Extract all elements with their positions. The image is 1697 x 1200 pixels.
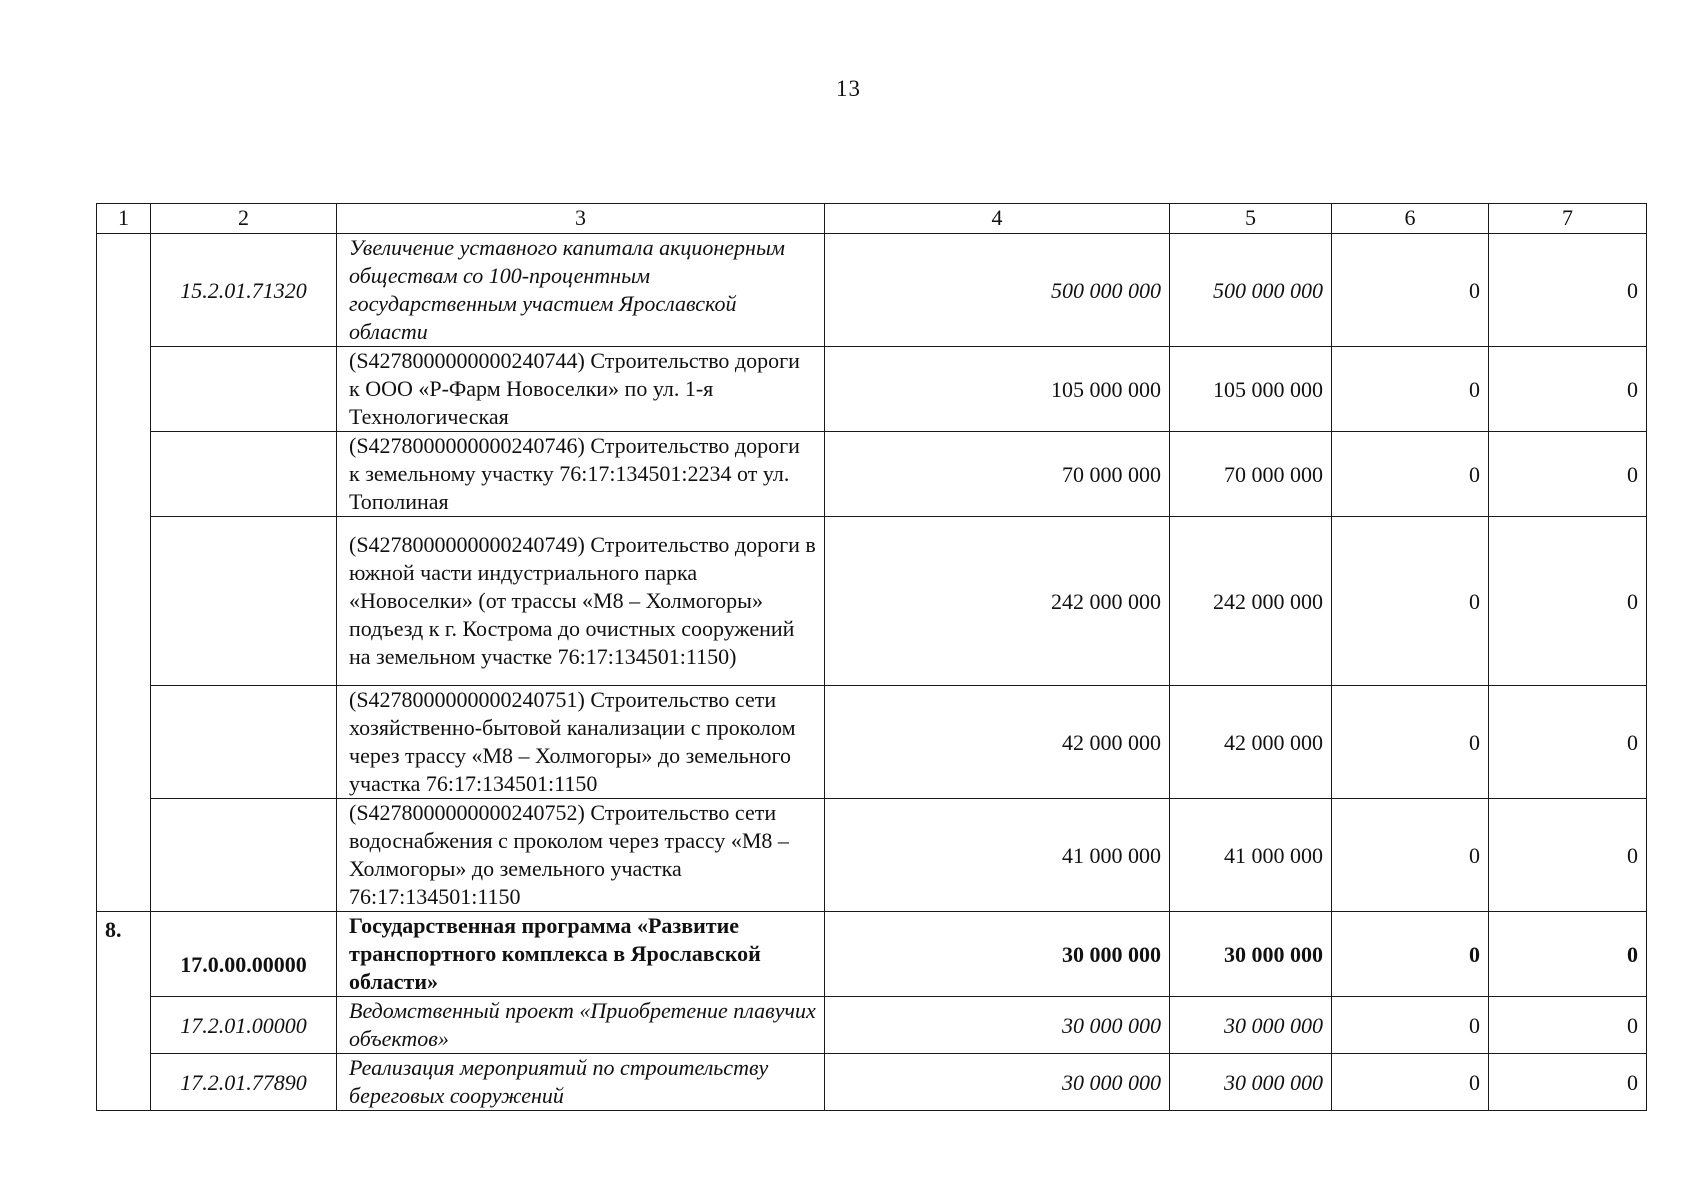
table-row <box>97 912 1647 997</box>
value-cell-5: 500 000 000 <box>1170 234 1332 347</box>
table-row <box>97 347 1647 432</box>
code-cell <box>151 686 337 799</box>
row-number-cell <box>97 234 151 912</box>
value-cell-4: 70 000 000 <box>825 432 1170 517</box>
value-cell-4: 30 000 000 <box>825 1054 1170 1111</box>
code-cell: 17.2.01.00000 <box>151 997 337 1054</box>
value-cell-7: 0 <box>1489 432 1647 517</box>
column-header: 6 <box>1332 204 1489 234</box>
value-cell-4: 105 000 000 <box>825 347 1170 432</box>
value-cell-6: 0 <box>1332 912 1489 997</box>
code-cell <box>151 347 337 432</box>
row-number-cell: 8. <box>97 912 151 1111</box>
column-header: 7 <box>1489 204 1647 234</box>
code-cell: 17.2.01.77890 <box>151 1054 337 1111</box>
code-cell <box>151 799 337 912</box>
value-cell-4: 42 000 000 <box>825 686 1170 799</box>
value-cell-5: 30 000 000 <box>1170 1054 1332 1111</box>
code-cell <box>151 517 337 686</box>
value-cell-7: 0 <box>1489 799 1647 912</box>
value-cell-7: 0 <box>1489 997 1647 1054</box>
value-cell-4: 30 000 000 <box>825 997 1170 1054</box>
name-cell: (S4278000000000240744) Строительство дороги к ООО «Р-Фарм Новоселки» по ул. 1-я Технологическая <box>337 347 825 432</box>
budget-table <box>96 203 1647 1111</box>
column-header: 3 <box>337 204 825 234</box>
value-cell-4: 242 000 000 <box>825 517 1170 686</box>
table-row <box>97 432 1647 517</box>
value-cell-5: 105 000 000 <box>1170 347 1332 432</box>
column-header: 2 <box>151 204 337 234</box>
table-row <box>97 686 1647 799</box>
name-cell: Реализация мероприятий по строительству береговых сооружений <box>337 1054 825 1111</box>
value-cell-6: 0 <box>1332 997 1489 1054</box>
value-cell-5: 30 000 000 <box>1170 997 1332 1054</box>
code-cell: 15.2.01.71320 <box>151 234 337 347</box>
value-cell-6: 0 <box>1332 686 1489 799</box>
name-cell: (S4278000000000240752) Строительство сети водоснабжения с проколом через трассу «М8 – Холмогоры» до земельного участка 76:17:134501:1150 <box>337 799 825 912</box>
value-cell-4: 41 000 000 <box>825 799 1170 912</box>
value-cell-6: 0 <box>1332 347 1489 432</box>
value-cell-7: 0 <box>1489 517 1647 686</box>
name-cell: (S4278000000000240751) Строительство сети хозяйственно-бытовой канализации с проколом через трассу «М8 – Холмогоры» до земельного участка 76:17:134501:1150 <box>337 686 825 799</box>
column-header: 4 <box>825 204 1170 234</box>
value-cell-6: 0 <box>1332 234 1489 347</box>
value-cell-5: 70 000 000 <box>1170 432 1332 517</box>
table-row <box>97 799 1647 912</box>
value-cell-6: 0 <box>1332 1054 1489 1111</box>
name-cell: (S4278000000000240749) Строительство дороги в южной части индустриального парка «Новоселки» (от трассы «М8 – Холмогоры» подъезд к г. Кострома до очистных сооружений на земельном участке 76:17:134501:1150) <box>337 517 825 686</box>
name-cell: Государственная программа «Развитие транспортного комплекса в Ярославской области» <box>337 912 825 997</box>
value-cell-5: 41 000 000 <box>1170 799 1332 912</box>
value-cell-6: 0 <box>1332 517 1489 686</box>
name-cell: (S4278000000000240746) Строительство дороги к земельному участку 76:17:134501:2234 от ул. Тополиная <box>337 432 825 517</box>
column-header: 1 <box>97 204 151 234</box>
page-number: 13 <box>836 76 861 101</box>
code-cell <box>151 432 337 517</box>
table-row <box>97 1054 1647 1111</box>
table-row <box>97 997 1647 1054</box>
name-cell: Увеличение уставного капитала акционерным обществам со 100-процентным государственным участием Ярославской области <box>337 234 825 347</box>
value-cell-7: 0 <box>1489 234 1647 347</box>
name-cell: Ведомственный проект «Приобретение плавучих объектов» <box>337 997 825 1054</box>
table-header-row <box>97 204 1647 234</box>
code-cell: 17.0.00.00000 <box>151 912 337 997</box>
value-cell-5: 42 000 000 <box>1170 686 1332 799</box>
table-row <box>97 517 1647 686</box>
value-cell-4: 500 000 000 <box>825 234 1170 347</box>
value-cell-6: 0 <box>1332 432 1489 517</box>
value-cell-7: 0 <box>1489 1054 1647 1111</box>
value-cell-6: 0 <box>1332 799 1489 912</box>
table-row <box>97 234 1647 347</box>
value-cell-7: 0 <box>1489 912 1647 997</box>
value-cell-7: 0 <box>1489 347 1647 432</box>
value-cell-5: 242 000 000 <box>1170 517 1332 686</box>
value-cell-7: 0 <box>1489 686 1647 799</box>
value-cell-5: 30 000 000 <box>1170 912 1332 997</box>
value-cell-4: 30 000 000 <box>825 912 1170 997</box>
column-header: 5 <box>1170 204 1332 234</box>
